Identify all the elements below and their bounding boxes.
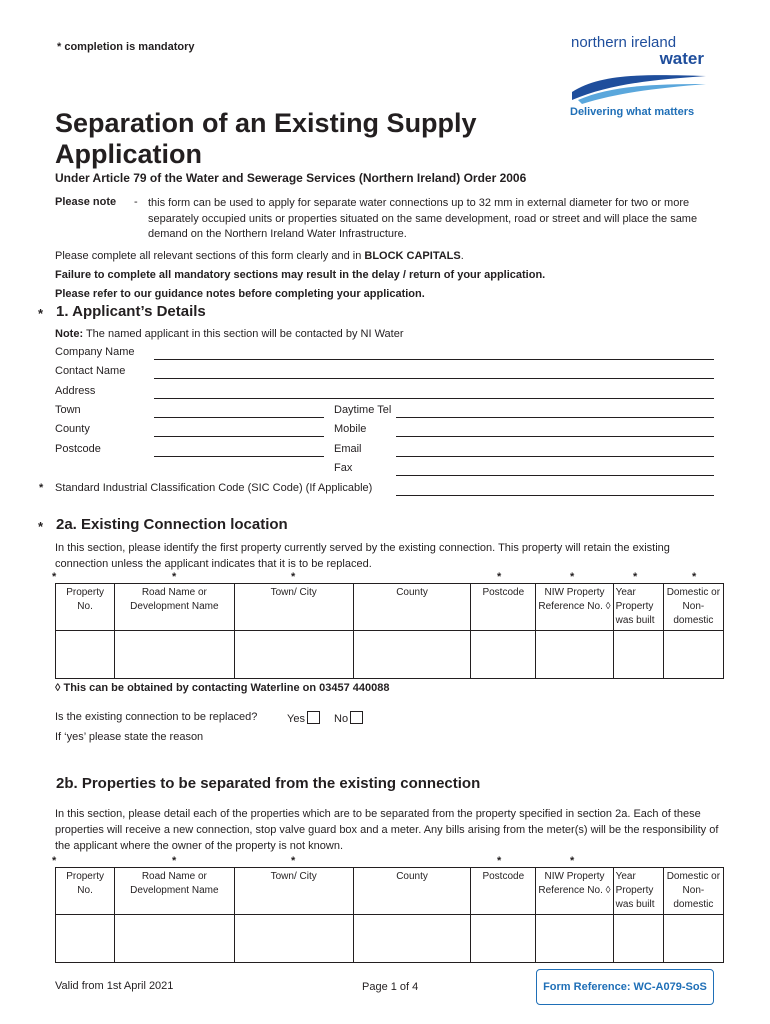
cell-input[interactable] <box>353 631 470 679</box>
col-postcode: Postcode <box>471 584 536 631</box>
col-year-built: Year Property was built <box>613 584 663 631</box>
mandatory-star: * <box>692 571 697 583</box>
daytime-tel-label: Daytime Tel <box>334 404 392 416</box>
mobile-label: Mobile <box>334 423 367 435</box>
mandatory-star: * <box>52 571 57 583</box>
cell-input[interactable] <box>56 631 115 679</box>
cell-input[interactable] <box>536 915 613 963</box>
email-field[interactable] <box>396 456 714 457</box>
form-reference: Form Reference: WC-A079-SoS <box>536 969 714 1005</box>
cell-input[interactable] <box>663 915 723 963</box>
logo-line1: northern ireland <box>571 34 677 51</box>
county-label: County <box>55 423 90 435</box>
section2b-text: In this section, please detail each of the properties which are to be separated from the property specified in section 2a. Each of these properties will receive a new connection, stop valve guard box and a meter. Any bills arising from the meter(s) will be the responsibility of the applicant where the owner of the property is not known. <box>55 808 719 852</box>
cell-input[interactable] <box>613 915 663 963</box>
mandatory-star: * <box>570 855 575 867</box>
page-number: Page 1 of 4 <box>362 981 419 993</box>
postcode-label: Postcode <box>55 443 101 455</box>
cell-input[interactable] <box>115 915 234 963</box>
separated-properties-table <box>55 867 724 963</box>
cell-input[interactable] <box>234 631 353 679</box>
table-row[interactable] <box>56 915 724 963</box>
cell-input[interactable] <box>613 631 663 679</box>
col-town-city: Town/ City <box>234 868 353 915</box>
cell-input[interactable] <box>56 915 115 963</box>
col-county: County <box>353 868 470 915</box>
table-row[interactable] <box>56 631 724 679</box>
mandatory-star: * <box>38 306 44 321</box>
col-domestic: Domestic or Non-domestic <box>663 868 723 915</box>
yes-option: Yes <box>287 711 320 725</box>
instructions-line1: Please complete all relevant sections of this form clearly and in BLOCK CAPITALS. <box>55 250 464 262</box>
cell-input[interactable] <box>536 631 613 679</box>
logo-line2: water <box>659 49 704 68</box>
mandatory-star: * <box>172 571 177 583</box>
cell-input[interactable] <box>663 631 723 679</box>
contact-name-field[interactable] <box>154 378 714 379</box>
col-niw-ref: NIW Property Reference No. ◊ <box>536 868 613 915</box>
col-road-name: Road Name or Development Name <box>115 584 234 631</box>
mandatory-star: * <box>38 519 44 534</box>
mandatory-note: * completion is mandatory <box>57 41 195 53</box>
cell-input[interactable] <box>115 631 234 679</box>
mandatory-star: * <box>497 571 502 583</box>
company-name-field[interactable] <box>154 359 714 360</box>
col-niw-ref: NIW Property Reference No. ◊ <box>536 584 613 631</box>
mandatory-star: * <box>291 571 296 583</box>
sic-field[interactable] <box>396 495 714 496</box>
town-label: Town <box>55 404 81 416</box>
col-road-name: Road Name or Development Name <box>115 868 234 915</box>
cell-input[interactable] <box>234 915 353 963</box>
mandatory-star: * <box>497 855 502 867</box>
cell-input[interactable] <box>471 915 536 963</box>
table-header-row <box>56 868 724 915</box>
mandatory-star: * <box>172 855 177 867</box>
yes-checkbox[interactable] <box>307 711 320 724</box>
reason-label: If ‘yes’ please state the reason <box>55 731 204 743</box>
valid-from: Valid from 1st April 2021 <box>55 980 174 992</box>
please-note-dash: - <box>134 196 138 208</box>
please-note-text: this form can be used to apply for separate water connections up to 32 mm in external diameter for two or more separately occupied units or properties situated on the same development, road or street and will place the same demand on the Northern Ireland Water Infrastructure. <box>148 197 698 240</box>
daytime-tel-field[interactable] <box>396 417 714 418</box>
section2a-text: In this section, please identify the first property currently served by the existing connection. This property will retain the existing connection unless the applicant indicates that it is to be replaced. <box>55 542 670 570</box>
email-label: Email <box>334 443 362 455</box>
col-postcode: Postcode <box>471 868 536 915</box>
address-field[interactable] <box>154 398 714 399</box>
col-town-city: Town/ City <box>234 584 353 631</box>
cell-input[interactable] <box>353 915 470 963</box>
subtitle: Under Article 79 of the Water and Sewerage Services (Northern Ireland) Order 2006 <box>55 171 527 185</box>
waterline-footnote: ◊ This can be obtained by contacting Waterline on 03457 440088 <box>55 682 390 694</box>
logo-tagline: Delivering what matters <box>570 106 695 118</box>
town-field[interactable] <box>154 417 324 418</box>
existing-connection-table <box>55 583 724 679</box>
replace-question: Is the existing connection to be replaced? <box>55 711 258 723</box>
mobile-field[interactable] <box>396 436 714 437</box>
col-property-no: Property No. <box>56 584 115 631</box>
section2b-heading: 2b. Properties to be separated from the existing connection <box>56 775 481 792</box>
col-year-built: Year Property was built <box>613 868 663 915</box>
postcode-field[interactable] <box>154 456 324 457</box>
no-option: No <box>334 711 363 725</box>
section1-heading: 1. Applicant’s Details <box>56 303 206 320</box>
mandatory-star: * <box>570 571 575 583</box>
address-label: Address <box>55 385 96 397</box>
col-domestic: Domestic or Non-domestic <box>663 584 723 631</box>
contact-name-label: Contact Name <box>55 365 126 377</box>
section1-note: Note: The named applicant in this section will be contacted by NI Water <box>55 328 404 340</box>
no-checkbox[interactable] <box>350 711 363 724</box>
cell-input[interactable] <box>471 631 536 679</box>
niw-logo <box>568 34 708 124</box>
fax-field[interactable] <box>396 475 714 476</box>
mandatory-star: * <box>52 855 57 867</box>
county-field[interactable] <box>154 436 324 437</box>
please-note-label: Please note <box>55 196 117 208</box>
wave-icon <box>570 70 708 104</box>
mandatory-star: * <box>291 855 296 867</box>
page-title: Separation of an Existing Supply Application <box>55 108 477 169</box>
sic-label: Standard Industrial Classification Code (SIC Code) (If Applicable) <box>55 482 373 494</box>
section2a-heading: 2a. Existing Connection location <box>56 516 288 533</box>
instructions-line2: Failure to complete all mandatory sections may result in the delay / return of your application. <box>55 269 546 281</box>
table-header-row <box>56 584 724 631</box>
col-property-no: Property No. <box>56 868 115 915</box>
mandatory-star: * <box>633 571 638 583</box>
mandatory-star: * <box>39 482 44 494</box>
instructions-line3: Please refer to our guidance notes before completing your application. <box>55 288 425 300</box>
fax-label: Fax <box>334 462 353 474</box>
company-name-label: Company Name <box>55 346 135 358</box>
col-county: County <box>353 584 470 631</box>
